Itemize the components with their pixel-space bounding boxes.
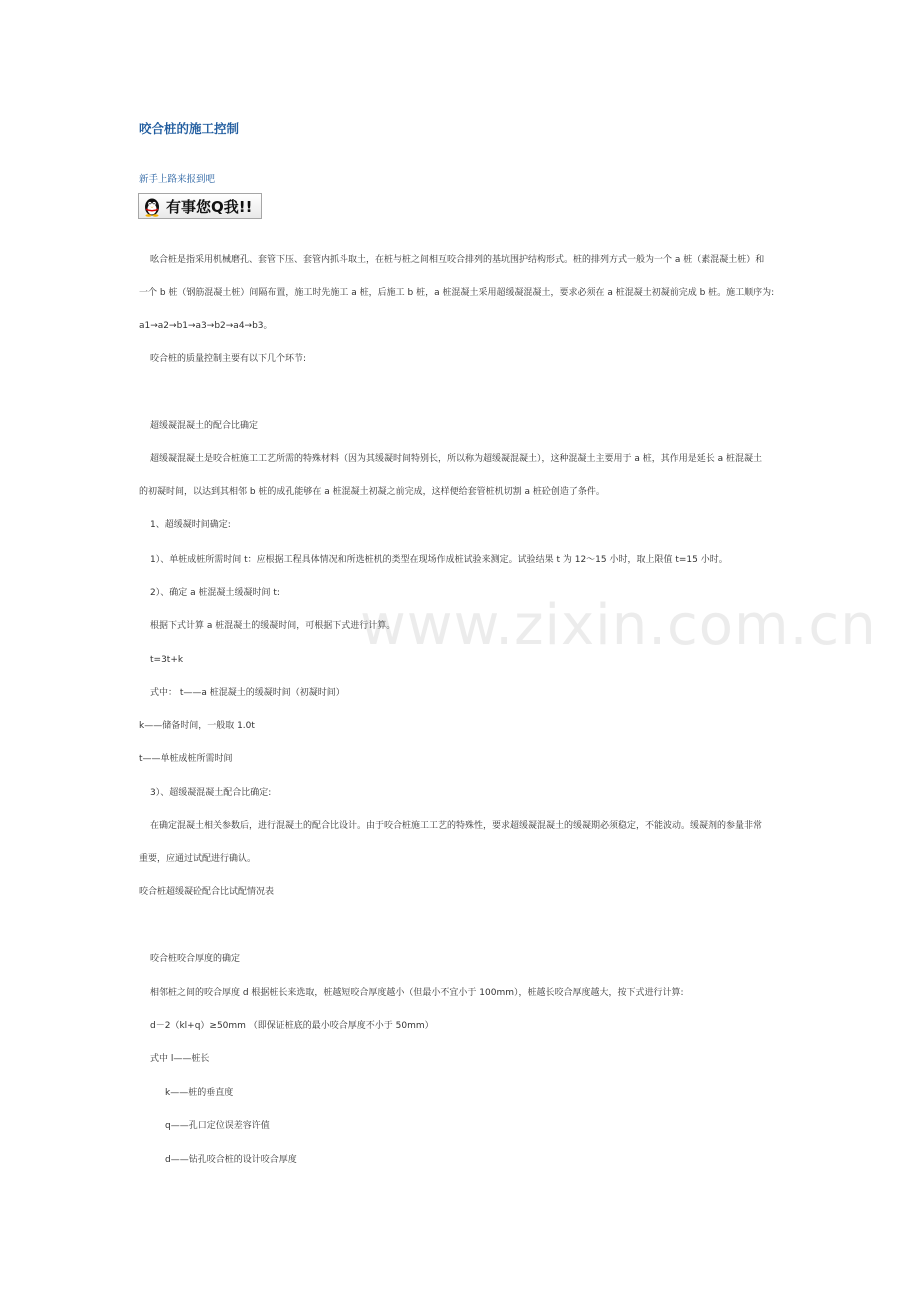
paragraph-line: 吆合桩是指采用机械磨孔、套管下压、套管内抓斗取土，在桩与桩之间相互咬合排列的基坑围护结构形式。桩的排列方式一般为一个 a 桩（素混凝土桩）和 bbox=[150, 255, 765, 265]
paragraph-line: 重要，应通过试配进行确认。 bbox=[139, 854, 257, 864]
paragraph-line: a1→a2→b1→a3→b2→a4→b3。 bbox=[139, 321, 273, 331]
formula-note: k——桩的垂直度 bbox=[165, 1088, 234, 1098]
table-caption: 咬合桩超缓凝砼配合比试配情况表 bbox=[139, 887, 275, 897]
formula-note: d——钻孔咬合桩的设计咬合厚度 bbox=[165, 1155, 297, 1165]
paragraph-line: 1）、单桩成桩所需时间 t：应根据工程具体情况和所选桩机的类型在现场作成桩试验来测定。试验结果 t 为 12～15 小时，取上限值 t=15 小时。 bbox=[150, 555, 728, 565]
qq-badge-label: 有事您Q我!! bbox=[166, 197, 253, 216]
paragraph-line: 一个 b 桩（钢筋混凝土桩）间隔布置，施工时先施工 a 桩，后施工 b 桩，a 桩混凝土采用超缓凝混凝土，要求必须在 a 桩混凝土初凝前完成 b 桩。施工顺序为: bbox=[139, 288, 775, 298]
formula-note: k——储备时间，一般取 1.0t bbox=[139, 721, 255, 731]
formula-line: t=3t+k bbox=[150, 655, 184, 665]
paragraph-line: 超缓凝混凝土是咬合桩施工工艺所需的特殊材料（因为其缓凝时间特别长，所以称为超缓凝混凝土），这种混凝土主要用于 a 桩，其作用是延长 a 桩混凝土 bbox=[150, 454, 762, 464]
qq-contact-badge[interactable] bbox=[138, 193, 262, 219]
paragraph-line: 咬合桩的质量控制主要有以下几个环节: bbox=[150, 354, 307, 364]
formula-line: d－2（kl+q）≥50mm （即保证桩底的最小咬合厚度不小于 50mm） bbox=[150, 1021, 434, 1031]
paragraph-line: 的初凝时间，以达到其相邻 b 桩的成孔能够在 a 桩混凝土初凝之前完成，这样便给套管桩机切割 a 桩砼创造了条件。 bbox=[139, 487, 605, 497]
article-title: 咬合桩的施工控制 bbox=[139, 121, 240, 136]
newbie-link[interactable]: 新手上路来报到吧 bbox=[139, 174, 216, 185]
paragraph-line: 在确定混凝土相关参数后，进行混凝土的配合比设计。由于咬合桩施工工艺的特殊性，要求超缓凝混凝土的缓凝期必须稳定，不能波动。缓凝剂的参量非常 bbox=[150, 821, 763, 831]
watermark: www.zixin.com.cn bbox=[360, 593, 877, 658]
paragraph-line: 2）、确定 a 桩混凝土缓凝时间 t: bbox=[150, 588, 280, 598]
qq-penguin-icon bbox=[141, 195, 163, 217]
section-heading: 超缓凝混凝土的配合比确定 bbox=[150, 421, 259, 431]
formula-note: 式中 l——桩长 bbox=[150, 1054, 210, 1064]
paragraph-line: 1、超缓凝时间确定: bbox=[150, 520, 231, 530]
formula-note: 式中： t——a 桩混凝土的缓凝时间（初凝时间） bbox=[150, 688, 345, 698]
paragraph-line: 相邻桩之间的咬合厚度 d 根据桩长来选取，桩越短咬合厚度越小（但最小不宜小于 100mm），桩越长咬合厚度越大，按下式进行计算: bbox=[150, 988, 684, 998]
paragraph-line: 根据下式计算 a 桩混凝土的缓凝时间，可根据下式进行计算。 bbox=[150, 621, 396, 631]
paragraph-line: 3）、超缓凝混凝土配合比确定: bbox=[150, 788, 272, 798]
section-heading: 咬合桩咬合厚度的确定 bbox=[150, 954, 241, 964]
formula-note: t——单桩成桩所需时间 bbox=[139, 754, 233, 764]
formula-note: q——孔口定位误差容许值 bbox=[165, 1121, 270, 1131]
